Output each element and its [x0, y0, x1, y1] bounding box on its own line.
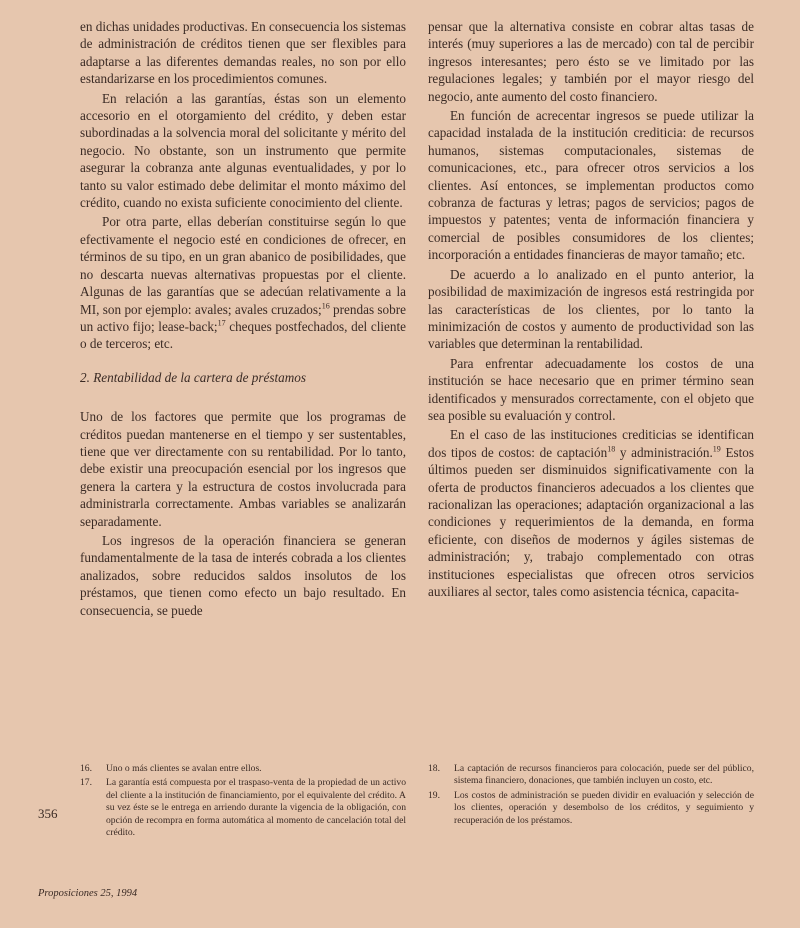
footnote-ref: 16 [321, 301, 330, 311]
paragraph: De acuerdo a lo analizado en el punto anterior, la posibilidad de maximización de ingresos está restringida por las características de los clientes, por lo tanto la minimización de costos y aumento de productividad son las variables que determinan la rentabilidad. [428, 266, 754, 352]
footnotes-right [428, 763, 754, 829]
section-title: 2. Rentabilidad de la cartera de préstamos [80, 369, 306, 385]
footnote-ref: 19 [712, 444, 721, 454]
paragraph: Por otra parte, ellas deberían constituirse según lo que efectivamente el negocio esté en condiciones de ofrecer, en términos de su tipo, en un gran abanico de posibilidades, que no descarta nuevas alternativas propuestas por el cliente. Algunas de las garantías que se adecúan relativamente a la MI, son por ejemplo: avales; avales cruzados;$^{16}$ prendas sobre un activo fijo; lease-back;$^{17}$ cheques postfechados, del cliente o de terceros; etc. [80, 214, 406, 352]
paragraph: Los ingresos de la operación financiera se generan fundamentalmente de la tasa de interés cobrada a los clientes analizados, sobre reducidos saldos insolutos de los préstamos, que tienen como efecto un bajo resultado. En consecuencia, se puede [80, 532, 406, 618]
paragraph: En relación a las garantías, éstas son un elemento accesorio en el otorgamiento del crédito, y deben estar subordinadas a la solvencia moral del solicitante y mérito del negocio. No obstante, son un instrumento que permite asegurar la cobranza ante algunas eventualidades, y por lo tanto su valor estimado debe delimitar el monto máximo del crédito, cuando no exista suficiente conocimiento del cliente. [80, 90, 406, 211]
footnote: 16. Uno o más clientes se avalan entre ellos. [80, 763, 262, 774]
paragraph: Uno de los factores que permite que los programas de créditos puedan mantenerse en el tiempo y ser sustentables, tiene que ver directamente con su rentabilidad. Por lo tanto, debe existir una preocupación esencial por los ingresos que genera la cartera y la estructura de costos involucrada para administrarla correctamente. Ambas variables se analizarán separadamente. [80, 409, 406, 529]
footnote-ref: 17 [217, 318, 226, 328]
footnote: 18. La captación de recursos financieros para colocación, puede ser del público, sistema financiero, donaciones, que también incluyen un costo, etc. [428, 763, 754, 787]
paragraph: En función de acrecentar ingresos se puede utilizar la capacidad instalada de la institución crediticia: de recursos humanos, sistemas computacionales, sistemas de comunicaciones, etc., para ofrecer otros servicios a los clientes. Así entonces, se implementan productos como cobranza de facturas y letras; pagos de servicios; pagos de impuestos y patentes; venta de información financiera y comercial de posibles consumidores de los clientes; incorporación a entidades financieras de mayor tamaño; etc. [428, 108, 754, 263]
footnote: 19. Los costos de administración se pueden dividir en evaluación y selección de los clientes, operación y desembolso de los créditos, y seguimiento y recuperación de los préstamos. [428, 789, 754, 826]
paragraph: en dichas unidades productivas. En consecuencia los sistemas de administración de créditos tienen que ser flexibles para adaptarse a las diferentes demandas reales, no son por ello estandarizarse en los procedimientos comunes. [80, 19, 406, 87]
paragraph: pensar que la alternativa consiste en cobrar altas tasas de interés (muy superiores a las de mercado) con tal de percibir ingresos interesantes; pero ésto se ve limitado por las regulaciones legales; y también por el mayor riesgo del negocio, ante aumento del costo financiero. [428, 19, 754, 104]
paragraph: En el caso de las instituciones crediticias se identifican dos tipos de costos: de captación$^{18}$ y administración.$^{19}$ Estos últimos pueden ser disminuidos significativamente con la oferta de productos financieros adecuados a los clientes que racionalizan las operaciones; adaptación organizacional a las condiciones y requerimientos de la demanda, en forma eficiente, con diseños de modernos y ágiles sistemas de administración; y, trabajo complementado con otras instituciones especialistas que ofrecen otros servicios auxiliares al sector, tales como asistencia técnica, capacita- [428, 427, 755, 599]
footnote: 17. La garantía está compuesta por el traspaso-venta de la propiedad de un activo del cliente a la institución de financiamiento, por el equivalente del crédito. A su vez éste se le entrega en arriendo durante la vigencia de la obligación, con opción de recompra en forma automática al momento de cancelación total del crédito. [80, 777, 406, 839]
running-footer: Proposiciones 25, 1994 [38, 888, 138, 899]
footnote-ref: 18 [607, 444, 616, 454]
page-number: 356 [38, 806, 58, 821]
right-column [428, 18, 754, 600]
footnotes-left [80, 763, 406, 841]
paragraph: Para enfrentar adecuadamente los costos de una institución se hace necesario que en primer término sean identificados y mensurados correctamente, con el objeto que sea posible su evaluación y control. [428, 355, 754, 423]
left-column [80, 18, 406, 619]
